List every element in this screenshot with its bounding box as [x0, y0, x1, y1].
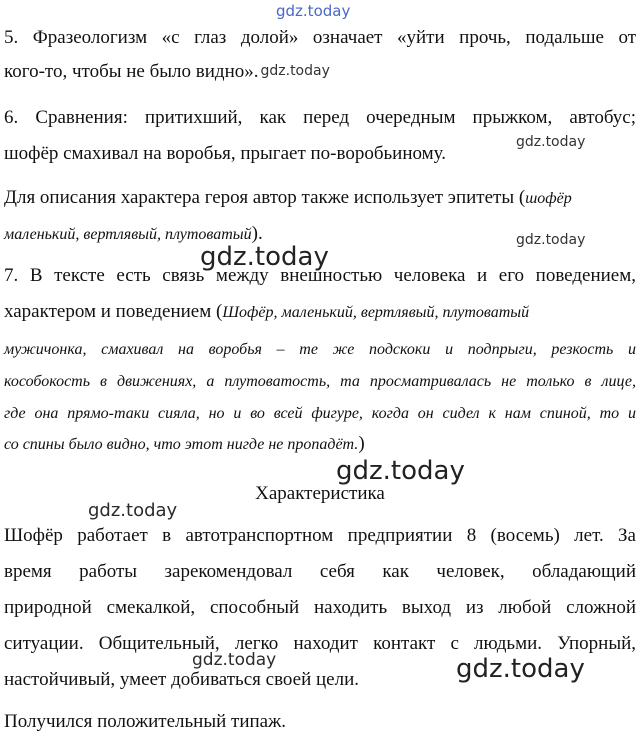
watermark-1: gdz.today	[260, 63, 330, 79]
item6-line1: 6. Сравнения: притихший, как перед очередным прыжком, автобус;	[4, 107, 636, 128]
epithets-line1-text: Для описания характера героя автор также использует эпитеты (	[4, 187, 526, 208]
item7-line4: кособокость в движениях, а плутоватость, та просматривалась не только в лице,	[4, 373, 636, 390]
watermark-3: gdz.today	[516, 232, 586, 248]
epithets-line1-italic: шофёр	[525, 190, 572, 207]
item5-line2-text: кого-то, чтобы не было видно».	[4, 61, 259, 82]
characteristic-line4: ситуации. Общительный, легко находит контакт с людьми. Упорный,	[4, 633, 636, 654]
watermark-7: gdz.today	[192, 650, 277, 670]
item7-line3: мужичонка, смахивал на воробья – те же подскоки и подпрыги, резкость и	[4, 341, 636, 358]
watermark-2: gdz.today	[516, 134, 586, 150]
item7-line5: где она прямо-таки сияла, но и во всей фигуре, когда он сидел к нам спиной, то и	[4, 405, 636, 422]
watermark-6: gdz.today	[88, 500, 178, 521]
item5-line2	[4, 60, 636, 85]
characteristic-line5: настойчивый, умеет добиваться своей цели.	[4, 669, 359, 690]
watermark-4: gdz.today	[200, 242, 329, 272]
item6-line2: шофёр смахивал на воробья, прыгает по-воробьиному.	[4, 143, 447, 164]
item7-line2	[4, 300, 636, 325]
characteristic-line3: природной смекалкой, способный находить выход из любой сложной	[4, 597, 636, 618]
watermark-8: gdz.today	[456, 654, 585, 684]
item7-line6-end: )	[358, 433, 365, 454]
item7-line2-italic: Шофёр, маленький, вертлявый, плутоватый	[222, 304, 530, 321]
conclusion: Получился положительный типаж.	[4, 711, 286, 732]
watermark-top: gdz.today	[276, 2, 351, 20]
epithets-line1	[4, 186, 636, 211]
characteristic-line1: Шофёр работает в автотранспортном предприятии 8 (восемь) лет. За	[4, 525, 636, 546]
characteristic-title: Характеристика	[255, 483, 385, 504]
characteristic-line2: время работы зарекомендовал себя как человек, обладающий	[4, 561, 636, 582]
item7-line1: 7. В тексте есть связь между внешностью человека и его поведением,	[4, 265, 636, 286]
watermark-5: gdz.today	[336, 456, 465, 486]
item7-line2-text: характером и поведением (	[4, 301, 223, 322]
item5-line1: 5. Фразеологизм «с глаз долой» означает «уйти прочь, подальше от	[4, 27, 636, 48]
item7-line6	[4, 432, 636, 457]
epithets-line2-italic: маленький, вертлявый, плутоватый	[4, 226, 252, 243]
epithets-line2-end: ).	[251, 223, 263, 244]
item7-line6-italic: со спины было видно, что этот нигде не пропадёт.	[4, 436, 359, 453]
